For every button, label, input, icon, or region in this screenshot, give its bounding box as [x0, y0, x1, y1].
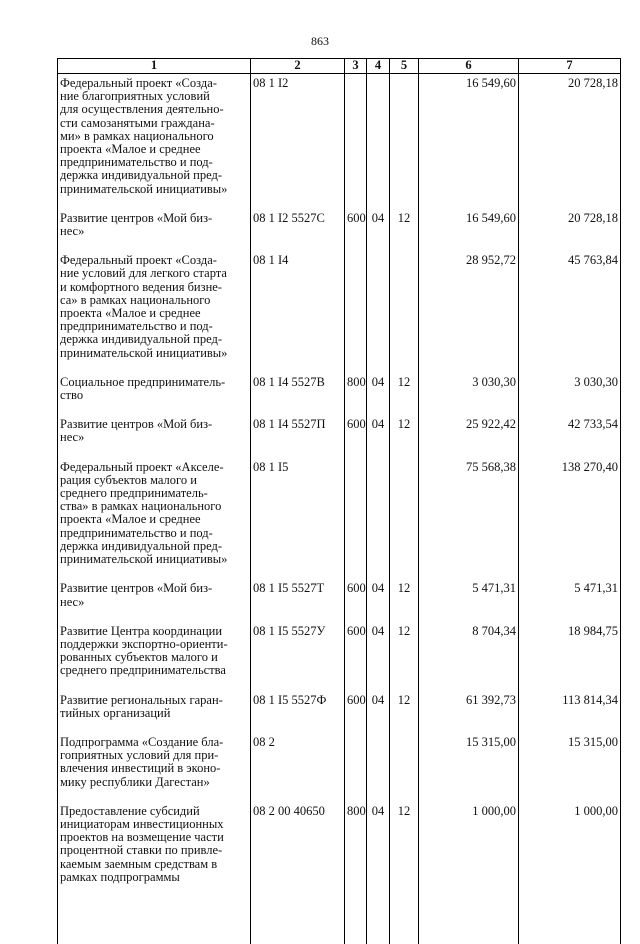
row-column-4-cell: 04 — [367, 576, 390, 618]
row-name-cell: Развитие Центра координации поддержки экспортно-ориенти- рованных субъектов малого и среднего предпринимательства — [58, 619, 251, 688]
row-column-3-cell: 600 — [345, 688, 367, 730]
row-code-cell: 08 1 I4 — [251, 248, 345, 370]
row-amount-7-cell: 113 814,34 — [519, 688, 621, 730]
row-column-3-cell — [345, 74, 367, 206]
row-name-cell: Развитие региональных гаран- тийных организаций — [58, 688, 251, 730]
row-code-cell: 08 1 I4 5527В — [251, 370, 345, 412]
row-column-5-cell: 12 — [390, 799, 419, 944]
row-amount-7-cell: 3 030,30 — [519, 370, 621, 412]
row-name-cell: Федеральный проект «Созда- ние условий для легкого старта и комфортного ведения бизне- са» в рамках национального проекта «Малое и среднее предпринимательство и под- держка индивидуальной пред- принимательской инициативы» — [58, 248, 251, 370]
table-row — [58, 688, 621, 730]
row-amount-6-cell: 25 922,42 — [419, 412, 519, 454]
row-name-cell: Федеральный проект «Созда- ние благоприятных условий для осуществления деятельно- сти самозанятыми граждана- ми» в рамках национального проекта «Малое и среднее предпринимательство и под- держка индивидуальной пред- принимательской инициативы» — [58, 74, 251, 206]
row-code-cell: 08 1 I4 5527П — [251, 412, 345, 454]
row-column-4-cell — [367, 455, 390, 577]
column-header-7: 7 — [519, 59, 621, 74]
row-code-cell: 08 1 I2 — [251, 74, 345, 206]
row-column-5-cell — [390, 74, 419, 206]
row-amount-6-cell: 5 471,31 — [419, 576, 519, 618]
row-name-cell: Социальное предприниматель- ство — [58, 370, 251, 412]
row-code-cell: 08 1 I5 5527У — [251, 619, 345, 688]
row-column-4-cell: 04 — [367, 412, 390, 454]
row-amount-6-cell: 28 952,72 — [419, 248, 519, 370]
row-column-3-cell — [345, 455, 367, 577]
table-row — [58, 370, 621, 412]
row-amount-7-cell: 42 733,54 — [519, 412, 621, 454]
row-column-5-cell: 12 — [390, 206, 419, 248]
row-column-3-cell: 600 — [345, 206, 367, 248]
row-column-4-cell — [367, 248, 390, 370]
row-column-3-cell: 600 — [345, 619, 367, 688]
column-header-5: 5 — [390, 59, 419, 74]
table-row — [58, 576, 621, 618]
row-column-5-cell: 12 — [390, 619, 419, 688]
table-row — [58, 206, 621, 248]
row-column-3-cell: 800 — [345, 370, 367, 412]
table-row — [58, 619, 621, 688]
row-name-cell: Развитие центров «Мой биз- нес» — [58, 206, 251, 248]
table-row — [58, 799, 621, 944]
row-column-5-cell — [390, 455, 419, 577]
row-amount-7-cell: 20 728,18 — [519, 74, 621, 206]
column-header-2: 2 — [251, 59, 345, 74]
row-amount-7-cell: 18 984,75 — [519, 619, 621, 688]
table-body — [58, 74, 621, 944]
row-column-4-cell: 04 — [367, 688, 390, 730]
row-column-3-cell: 600 — [345, 412, 367, 454]
row-code-cell: 08 1 I5 5527Ф — [251, 688, 345, 730]
row-amount-6-cell: 16 549,60 — [419, 206, 519, 248]
row-code-cell: 08 1 I5 5527Т — [251, 576, 345, 618]
row-amount-7-cell: 138 270,40 — [519, 455, 621, 577]
row-column-5-cell: 12 — [390, 370, 419, 412]
row-amount-6-cell: 15 315,00 — [419, 730, 519, 799]
row-column-4-cell: 04 — [367, 619, 390, 688]
row-column-5-cell — [390, 730, 419, 799]
column-header-4: 4 — [367, 59, 390, 74]
table-row — [58, 74, 621, 206]
row-amount-7-cell: 5 471,31 — [519, 576, 621, 618]
row-name-cell: Развитие центров «Мой биз- нес» — [58, 412, 251, 454]
column-header-6: 6 — [419, 59, 519, 74]
row-column-3-cell — [345, 248, 367, 370]
row-column-3-cell: 600 — [345, 576, 367, 618]
row-column-4-cell: 04 — [367, 799, 390, 944]
row-code-cell: 08 1 I2 5527С — [251, 206, 345, 248]
table-row — [58, 248, 621, 370]
row-amount-6-cell: 3 030,30 — [419, 370, 519, 412]
table-row — [58, 455, 621, 577]
row-amount-6-cell: 1 000,00 — [419, 799, 519, 944]
row-name-cell: Предоставление субсидий инициаторам инвестиционных проектов на возмещение части процентной ставки по привле- каемым заемным средствам в рамках подпрограммы — [58, 799, 251, 944]
table-row — [58, 730, 621, 799]
row-column-5-cell: 12 — [390, 412, 419, 454]
header-row — [58, 59, 621, 74]
row-amount-6-cell: 75 568,38 — [419, 455, 519, 577]
budget-table — [57, 58, 621, 944]
row-amount-6-cell: 8 704,34 — [419, 619, 519, 688]
row-column-5-cell — [390, 248, 419, 370]
row-amount-6-cell: 61 392,73 — [419, 688, 519, 730]
row-amount-7-cell: 1 000,00 — [519, 799, 621, 944]
row-code-cell: 08 2 — [251, 730, 345, 799]
table-row — [58, 412, 621, 454]
row-column-4-cell: 04 — [367, 206, 390, 248]
row-amount-6-cell: 16 549,60 — [419, 74, 519, 206]
page-number: 863 — [311, 34, 329, 48]
row-name-cell: Федеральный проект «Акселе- рация субъектов малого и среднего предприниматель- ства» в рамках национального проекта «Малое и среднее предпринимательство и под- держка индивидуальной пред- принимательской инициативы» — [58, 455, 251, 577]
row-column-5-cell: 12 — [390, 688, 419, 730]
row-code-cell: 08 1 I5 — [251, 455, 345, 577]
row-column-3-cell: 800 — [345, 799, 367, 944]
row-name-cell: Развитие центров «Мой биз- нес» — [58, 576, 251, 618]
row-column-4-cell — [367, 730, 390, 799]
row-amount-7-cell: 15 315,00 — [519, 730, 621, 799]
row-name-cell: Подпрограмма «Создание бла- гоприятных условий для при- влечения инвестиций в эконо- мику республики Дагестан» — [58, 730, 251, 799]
row-code-cell: 08 2 00 40650 — [251, 799, 345, 944]
column-header-3: 3 — [345, 59, 367, 74]
column-header-1: 1 — [58, 59, 251, 74]
row-amount-7-cell: 20 728,18 — [519, 206, 621, 248]
row-column-4-cell — [367, 74, 390, 206]
row-amount-7-cell: 45 763,84 — [519, 248, 621, 370]
row-column-3-cell — [345, 730, 367, 799]
row-column-4-cell: 04 — [367, 370, 390, 412]
row-column-5-cell: 12 — [390, 576, 419, 618]
